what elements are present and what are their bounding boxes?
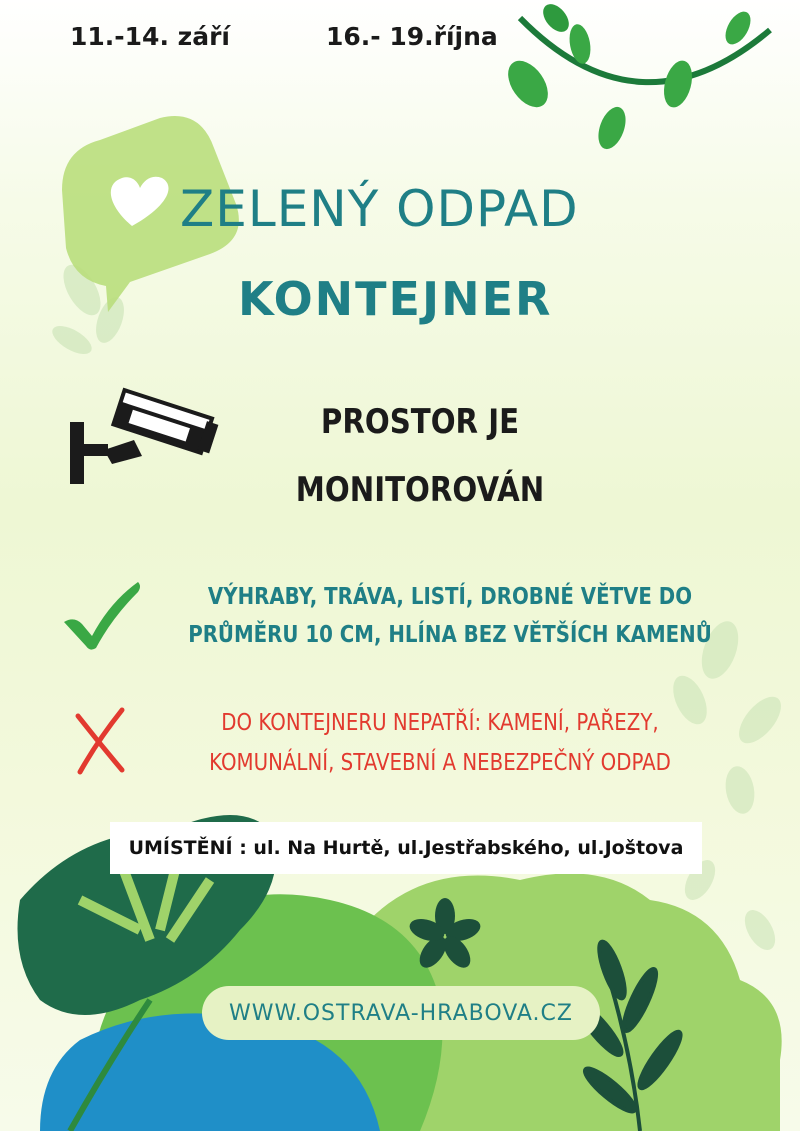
checkmark-icon	[60, 578, 144, 652]
location-box	[110, 822, 702, 874]
faint-leaves-right	[666, 616, 788, 955]
forbidden-line-2: KOMUNÁLNÍ, STAVEBNÍ A NEBEZPEČNÝ ODPAD	[209, 750, 671, 776]
allowed-line-1: VÝHRABY, TRÁVA, LISTÍ, DROBNÉ VĚTVE DO	[207, 584, 693, 610]
title-container: KONTEJNER	[238, 272, 553, 326]
website-pill[interactable]	[202, 986, 600, 1040]
forbidden-waste-list	[165, 703, 715, 783]
monitoring-notice	[248, 388, 592, 524]
forbidden-line-1: DO KONTEJNERU NEPATŘÍ: KAMENÍ, PAŘEZY,	[221, 710, 659, 736]
title-green-waste: ZELENÝ ODPAD	[180, 180, 579, 238]
allowed-line-2: PRŮMĚRU 10 CM, HLÍNA BEZ VĚTŠÍCH KAMENŮ	[188, 622, 712, 648]
allowed-waste-list	[175, 578, 725, 654]
cross-icon	[72, 706, 128, 776]
date-range-october: 16.- 19.října	[326, 22, 498, 51]
security-camera-icon	[64, 384, 224, 494]
top-vine-decoration	[500, 0, 770, 153]
location-text: UMÍSTĚNÍ : ul. Na Hurtě, ul.Jestřabského, ul.Joštova	[128, 837, 684, 859]
website-link[interactable]: WWW.OSTRAVA-HRABOVA.CZ	[229, 1000, 573, 1026]
monitoring-line-1: PROSTOR JE	[320, 402, 520, 442]
monitoring-line-2: MONITOROVÁN	[295, 470, 545, 510]
date-range-september: 11.-14. září	[70, 22, 230, 51]
